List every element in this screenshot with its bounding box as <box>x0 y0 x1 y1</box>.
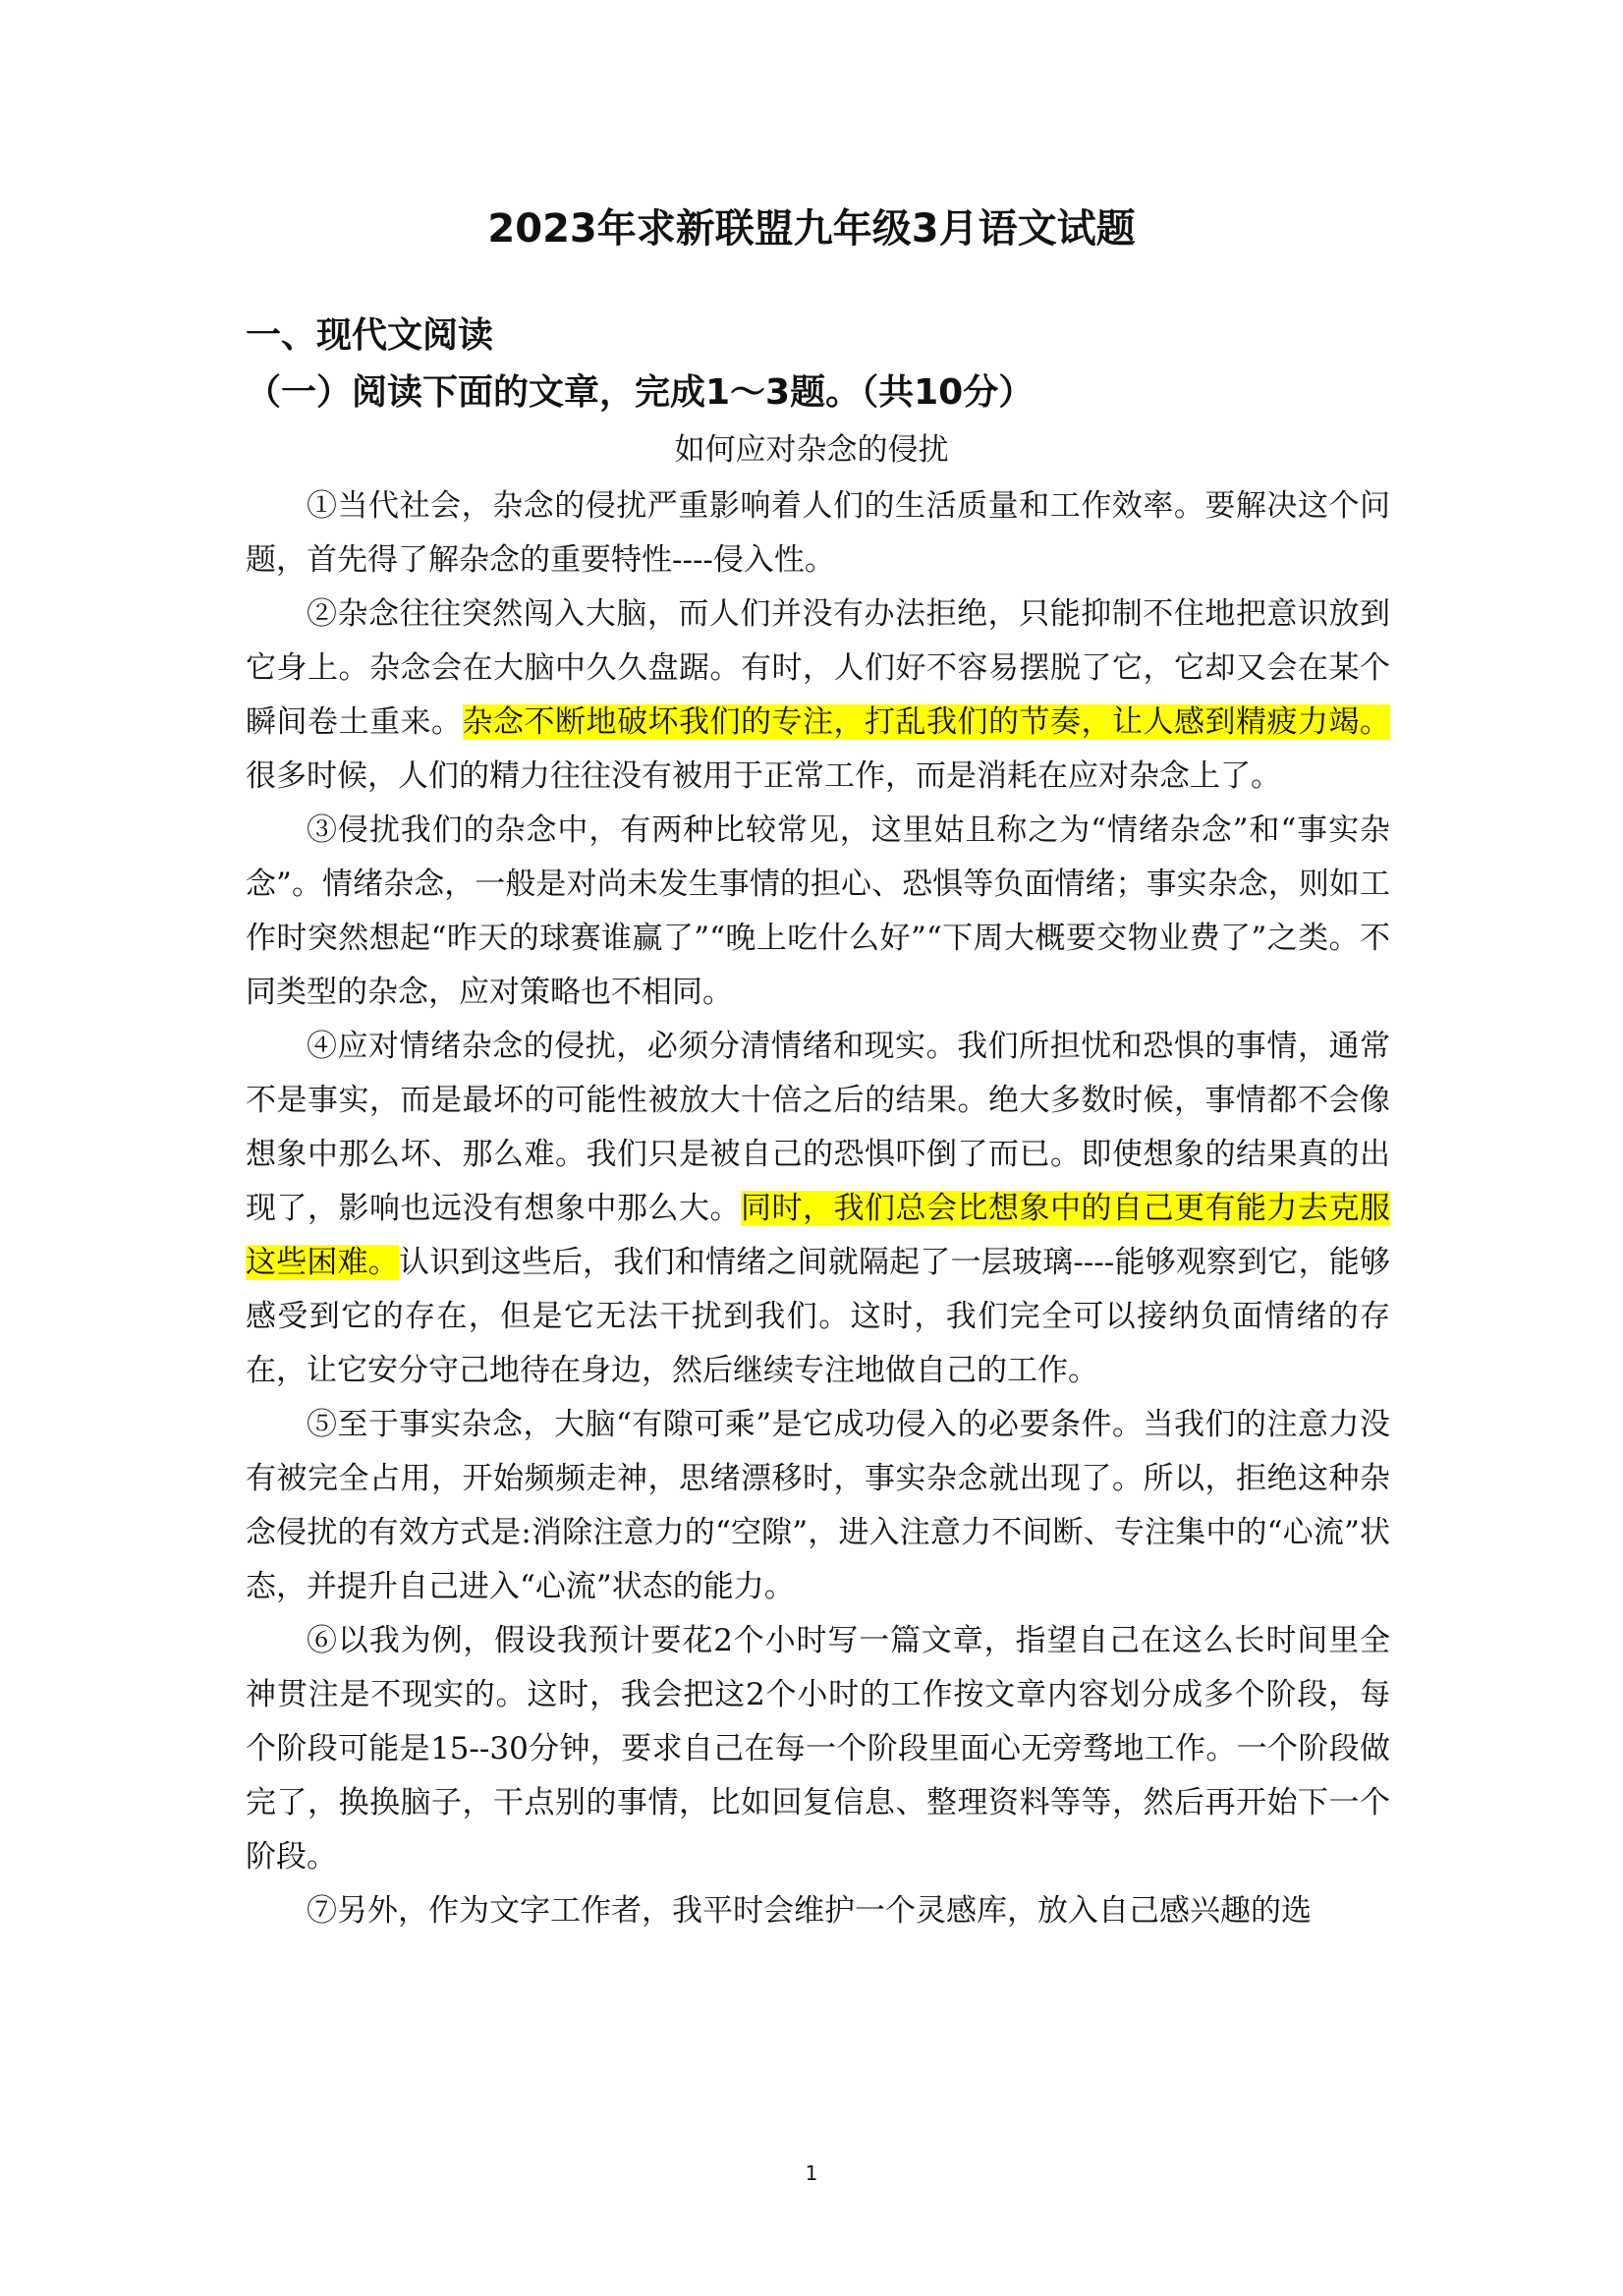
article-paragraph <box>246 479 1390 588</box>
paragraph-text: ④应对情绪杂念的侵扰，必须分清情绪和现实。我们所担忧和恐惧的事情，通常不是事实，而是最坏的可能性被放大十倍之后的结果。绝大多数时候，事情都不会像想象中那么坏、那么难。我们只是被自己的恐惧吓倒了而已。即使想象的结果真的出现了，影响也远没有想象中那么大。 <box>246 1029 1390 1226</box>
article-title: 如何应对杂念的侵扰 <box>674 432 949 468</box>
paragraph-text: 认识到这些后，我们和情绪之间就隔起了一层玻璃----能够观察到它，能够感受到它的存在，但是它无法干扰到我们。这时，我们完全可以接纳负面情绪的存在，让它安分守己地待在身边，然后继续专注地做自己的工作。 <box>246 1245 1391 1388</box>
page-number: 1 <box>805 2161 818 2185</box>
article-paragraph <box>246 1398 1390 1614</box>
paragraph-text: 很多时候，人们的精力往往没有被用于正常工作，而是消耗在应对杂念上了。 <box>246 758 1281 794</box>
paragraph-text: ⑦另外，作为文字工作者，我平时会维护一个灵感库，放入自己感兴趣的选 <box>307 1893 1312 1929</box>
paragraph-text: ⑥以我为例，假设我预计要花2个小时写一篇文章，指望自己在这么长时间里全神贯注是不现实的。这时，我会把这2个小时的工作按文章内容划分成多个阶段，每个阶段可能是15--30分钟，要求自己在每一个阶段里面心无旁骛地工作。一个阶段做完了，换换脑子，干点别的事情，比如回复信息、整理资料等等，然后再开始下一个阶段。 <box>246 1623 1390 1875</box>
paragraph-text: ①当代社会，杂念的侵扰严重影响着人们的生活质量和工作效率。要解决这个问题，首先得了解杂念的重要特性----侵入性。 <box>246 488 1390 578</box>
highlighted-sentence: 同时，我们总会比想象中的自己更有能力去克服这些困难。 <box>246 1191 1390 1280</box>
article-body <box>246 479 1390 1938</box>
article-paragraph <box>246 1020 1390 1398</box>
article-paragraph <box>246 588 1390 804</box>
article-paragraph <box>246 1614 1390 1884</box>
paragraph-text: ⑤至于事实杂念，大脑“有隙可乘”是它成功侵入的必要条件。当我们的注意力没有被完全占用，开始频频走神，思绪漂移时，事实杂念就出现了。所以，拒绝这种杂念侵扰的有效方式是:消除注意力的“空隙”，进入注意力不间断、专注集中的“心流”状态，并提升自己进入“心流”状态的能力。 <box>246 1407 1390 1604</box>
highlighted-sentence: 杂念不断地破坏我们的专注，打乱我们的节奏，让人感到精疲力竭。 <box>462 704 1390 740</box>
article-paragraph <box>246 804 1390 1020</box>
paragraph-text: ③侵扰我们的杂念中，有两种比较常见，这里姑且称之为“情绪杂念”和“事实杂念”。情绪杂念，一般是对尚未发生事情的担心、恐惧等负面情绪；事实杂念，则如工作时突然想起“昨天的球赛谁赢了”“晚上吃什么好”“下周大概要交物业费了”之类。不同类型的杂念，应对策略也不相同。 <box>246 812 1390 1010</box>
question-instructions: （一）阅读下面的文章，完成1～3题。（共10分） <box>246 372 1035 413</box>
document-title: 2023年求新联盟九年级3月语文试题 <box>487 206 1136 252</box>
paragraph-text: ②杂念往往突然闯入大脑，而人们并没有办法拒绝，只能抑制不住地把意识放到它身上。杂念会在大脑中久久盘踞。有时，人们好不容易摆脱了它，它却又会在某个瞬间卷土重来。 <box>246 596 1390 740</box>
article-paragraph <box>246 1884 1390 1938</box>
section-heading: 一、现代文阅读 <box>246 315 494 356</box>
